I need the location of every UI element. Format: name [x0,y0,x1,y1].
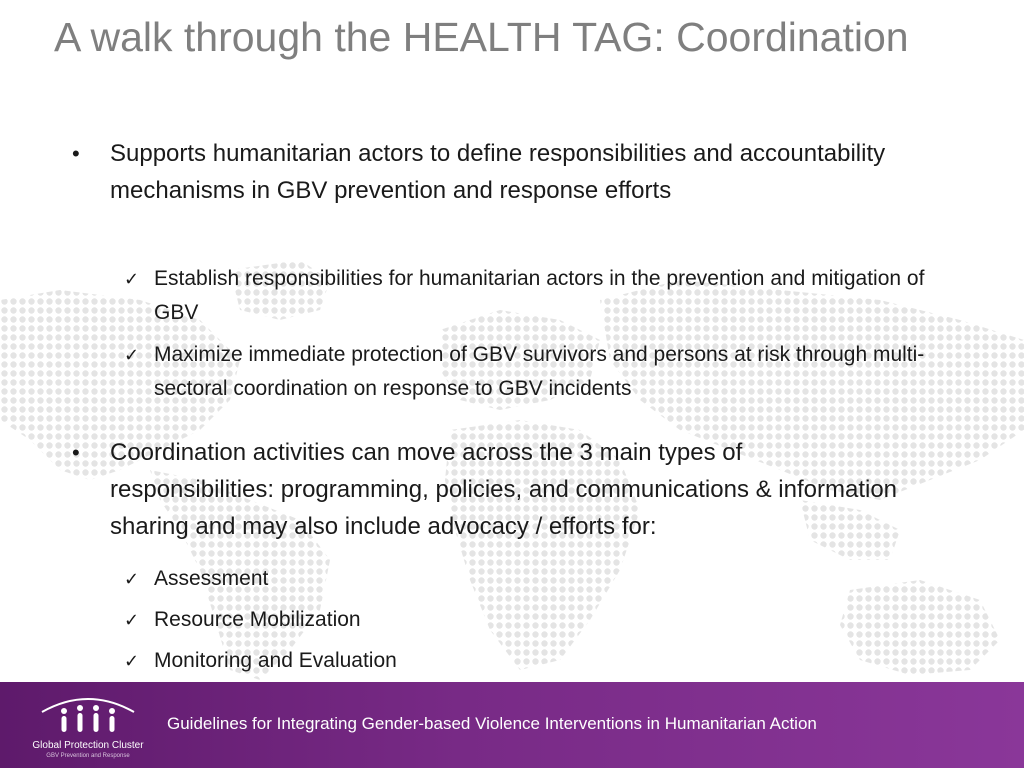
bullet-text: Supports humanitarian actors to define responsibilities and accountability mechanisms in GBV prevention and response efforts [110,140,886,204]
global-protection-cluster-logo [28,690,148,764]
checklist-text: Establish responsibilities for humanitarian actors in the prevention and mitigation of GBV [154,267,925,324]
logo-subtitle: GBV Prevention and Response [46,753,130,759]
checklist-item [124,262,954,330]
checklist-item [124,644,954,678]
slide-title: A walk through the HEALTH TAG: Coordination [54,14,909,60]
slide-footer [0,682,1024,768]
bullet-dot-icon: • [72,141,80,166]
checklist-text: Resource Mobilization [154,608,361,631]
checklist-text: Maximize immediate protection of GBV survivors and persons at risk through multi-sectoral coordination on response to GBV incidents [154,343,925,400]
checklist-text: Assessment [154,567,269,590]
checkmark-icon: ✓ [124,345,140,365]
checklist-item [124,562,954,596]
checklist-item [124,338,954,406]
bullet-dot-icon: • [72,440,80,465]
checkmark-icon: ✓ [124,651,140,671]
logo-name: Global Protection Cluster [32,740,144,751]
footer-caption: Guidelines for Integrating Gender-based Violence Interventions in Humanitarian Action [167,714,817,733]
people-arc-icon [28,690,148,740]
checkmark-icon: ✓ [124,569,140,589]
bullet-item [72,135,900,209]
bullet-item [72,434,900,545]
checklist-text: Monitoring and Evaluation [154,649,397,672]
checklist-item [124,603,954,637]
checkmark-icon: ✓ [124,269,140,289]
checkmark-icon: ✓ [124,610,140,630]
bullet-text: Coordination activities can move across the 3 main types of responsibilities: programming, policies, and communications & information sharing and may also include advocacy / efforts for: [110,439,898,540]
